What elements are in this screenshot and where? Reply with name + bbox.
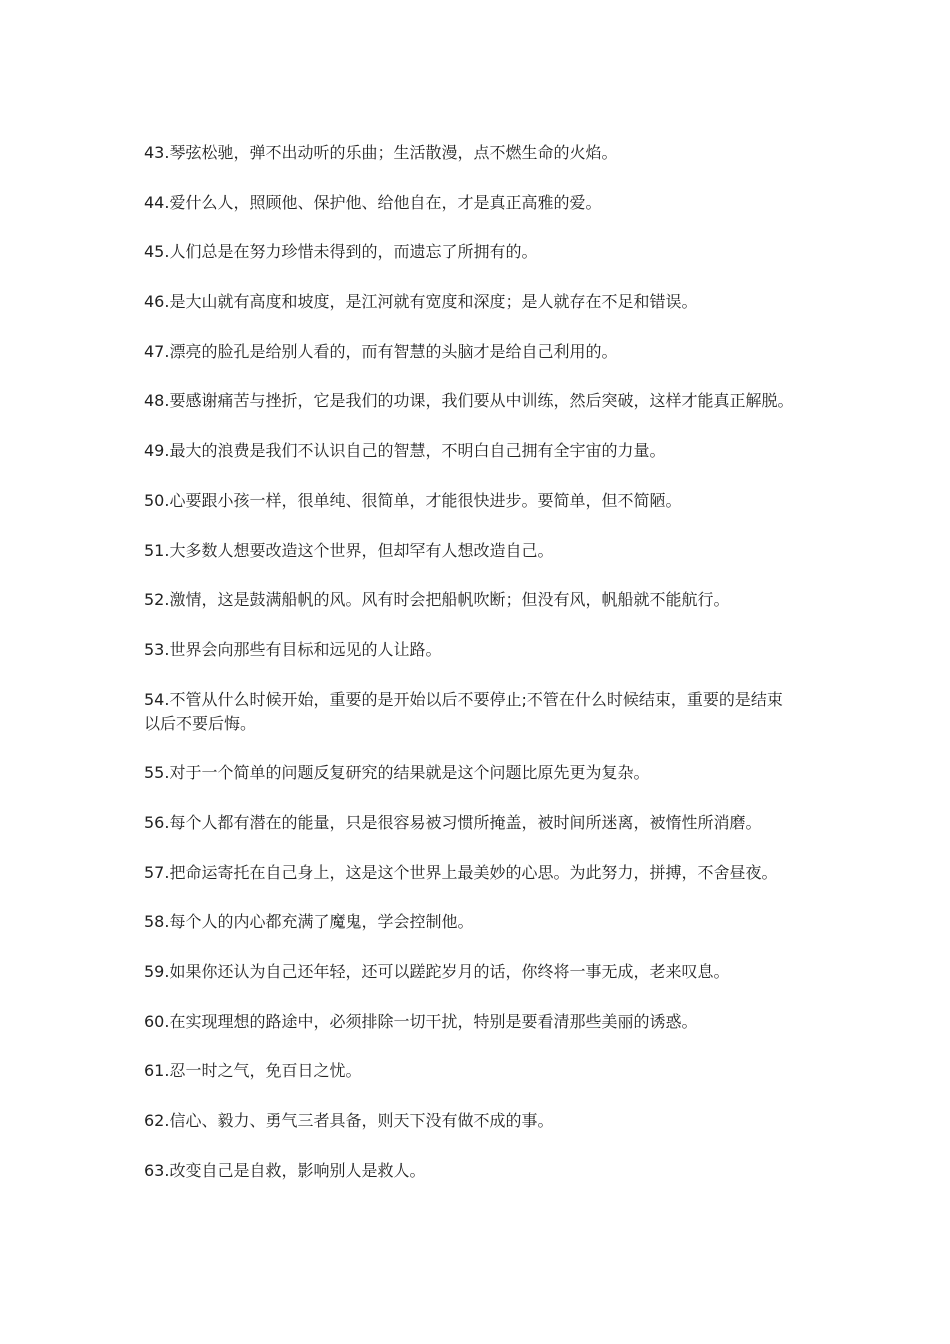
quote-item-60: 60.在实现理想的路途中，必须排除一切干扰，特别是要看清那些美丽的诱惑。 <box>144 1011 698 1031</box>
quote-list <box>144 141 824 1208</box>
quote-item-57: 57.把命运寄托在自己身上，这是这个世界上最美妙的心思。为此努力，拼搏，不舍昼夜。 <box>144 862 778 882</box>
quote-item-55: 55.对于一个简单的问题反复研究的结果就是这个问题比原先更为复杂。 <box>144 763 650 783</box>
quote-item-52: 52.激情，这是鼓满船帆的风。风有时会把船帆吹断；但没有风，帆船就不能航行。 <box>144 590 730 610</box>
quote-item-45: 45.人们总是在努力珍惜未得到的，而遗忘了所拥有的。 <box>144 242 538 262</box>
quote-item-48: 48.要感谢痛苦与挫折，它是我们的功课，我们要从中训练，然后突破，这样才能真正解脱。 <box>144 391 794 411</box>
quote-item-46: 46.是大山就有高度和坡度，是江河就有宽度和深度；是人就存在不足和错误。 <box>144 292 698 312</box>
quote-item-51: 51.大多数人想要改造这个世界，但却罕有人想改造自己。 <box>144 540 554 560</box>
quote-item-63: 63.改变自己是自救，影响别人是救人。 <box>144 1160 426 1180</box>
quote-item-49: 49.最大的浪费是我们不认识自己的智慧，不明白自己拥有全宇宙的力量。 <box>144 441 666 461</box>
quote-item-47: 47.漂亮的脸孔是给别人看的，而有智慧的头脑才是给自己利用的。 <box>144 341 618 361</box>
quote-item-43: 43.琴弦松驰，弹不出动听的乐曲；生活散漫，点不燃生命的火焰。 <box>144 143 618 162</box>
quote-item-58: 58.每个人的内心都充满了魔鬼，学会控制他。 <box>144 912 474 932</box>
quote-item-56: 56.每个人都有潜在的能量，只是很容易被习惯所掩盖，被时间所迷离，被惰性所消磨。 <box>144 812 762 832</box>
quote-item-50: 50.心要跟小孩一样，很单纯、很简单，才能很快进步。要简单，但不简陋。 <box>144 490 682 510</box>
quote-item-53: 53.世界会向那些有目标和远见的人让路。 <box>144 639 442 659</box>
quote-item-44: 44.爱什么人，照顾他、保护他、给他自在，才是真正高雅的爱。 <box>144 192 602 212</box>
quote-item-62: 62.信心、毅力、勇气三者具备，则天下没有做不成的事。 <box>144 1111 554 1131</box>
quote-item-59: 59.如果你还认为自己还年轻，还可以蹉跎岁月的话，你终将一事无成，老来叹息。 <box>144 962 730 981</box>
quote-item-61: 61.忍一时之气，免百日之忧。 <box>144 1061 362 1081</box>
quote-item-54: 54.不管从什么时候开始，重要的是开始以后不要停止;不管在什么时候结束，重要的是结束以后不要后悔。 <box>144 689 783 733</box>
